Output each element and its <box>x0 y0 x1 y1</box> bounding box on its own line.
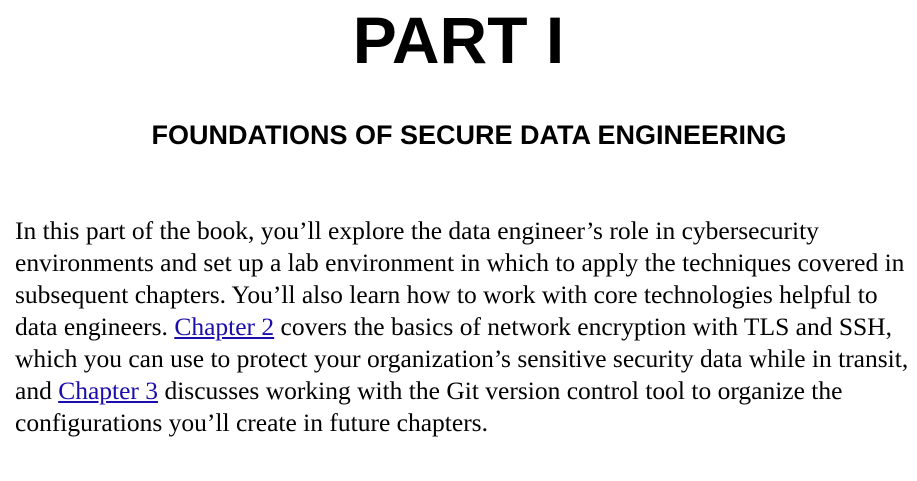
chapter-3-link[interactable]: Chapter 3 <box>58 376 159 405</box>
intro-text-1: In this part of the book, you’ll explore the data engineer’s role in cybersecurity environments and set up a lab environment in which to apply the techniques covered in subsequent chapters. You’ll also learn how to work with core technologies helpful to data engineers. <box>15 216 905 341</box>
intro-text-2: covers the basics of network encryption with TLS and SSH, which you can use to protect your organization’s sensitive security data while in transit, and <box>15 312 909 405</box>
part-title: PART I <box>352 3 565 77</box>
chapter-2-link[interactable]: Chapter 2 <box>174 312 275 341</box>
intro-text-3: discusses working with the Git version control tool to organize the configurations you’ll create in future chapters. <box>15 376 843 437</box>
intro-paragraph <box>15 215 915 439</box>
part-subtitle: FOUNDATIONS OF SECURE DATA ENGINEERING <box>151 120 787 150</box>
